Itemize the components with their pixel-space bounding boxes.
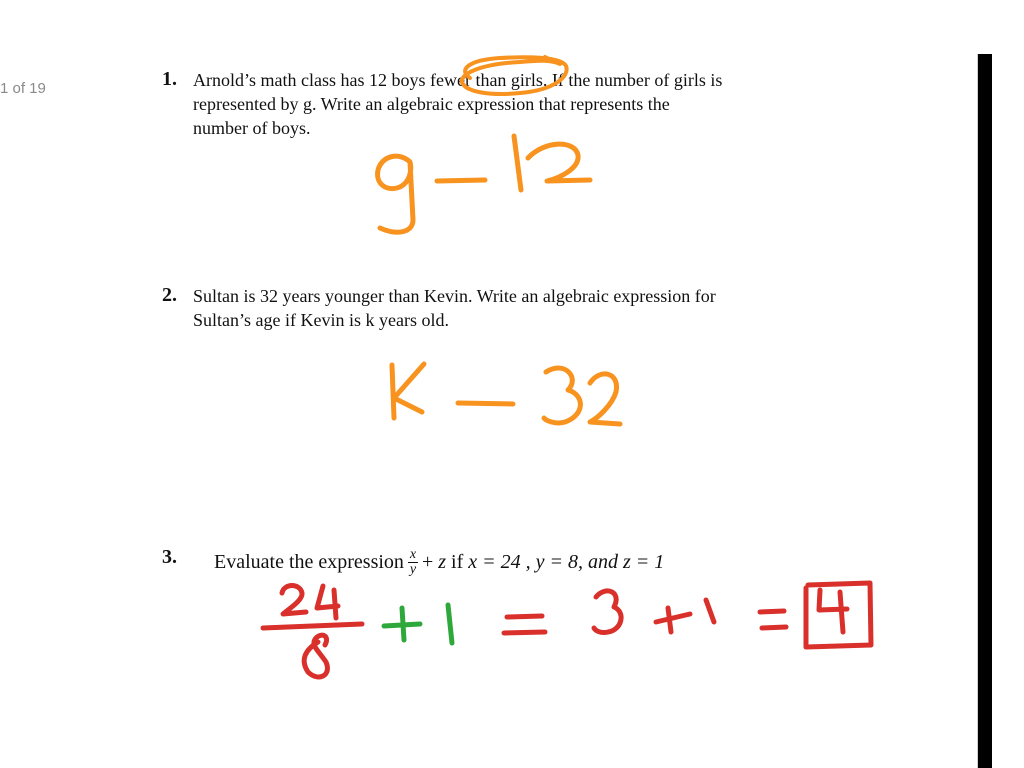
answer-3-ink-red bbox=[263, 583, 871, 677]
fraction-x-over-y: $\frac{x}{y}$ bbox=[409, 547, 417, 577]
page-counter: 1 of 19 bbox=[0, 80, 46, 97]
answer-3-ink-green bbox=[384, 605, 452, 643]
question-1-line-3: number of boys. bbox=[193, 118, 311, 138]
question-1-text bbox=[193, 68, 722, 140]
answer-1-ink bbox=[378, 136, 590, 232]
question-2-text bbox=[193, 284, 716, 332]
question-2-line-1: Sultan is 32 years younger than Kevin. Write an algebraic expression for bbox=[193, 286, 716, 306]
question-1-line-2: represented by g. Write an algebraic expression that represents the bbox=[193, 94, 670, 114]
question-2-line-2: Sultan’s age if Kevin is k years old. bbox=[193, 310, 449, 330]
question-3-text: Evaluate the expression $\frac{x}{y}$ + z if x = 24 , y = 8, and z = 1 bbox=[214, 547, 665, 577]
question-2-number: 2. bbox=[162, 284, 177, 306]
question-1-number: 1. bbox=[162, 68, 177, 90]
question-3-number: 3. bbox=[162, 546, 177, 568]
question-3-prefix: Evaluate the expression bbox=[214, 551, 404, 573]
scrollbar[interactable] bbox=[977, 54, 992, 768]
question-1-line-1: Arnold’s math class has 12 boys fewer than girls. If the number of girls is bbox=[193, 70, 723, 90]
answer-2-ink bbox=[392, 364, 620, 424]
